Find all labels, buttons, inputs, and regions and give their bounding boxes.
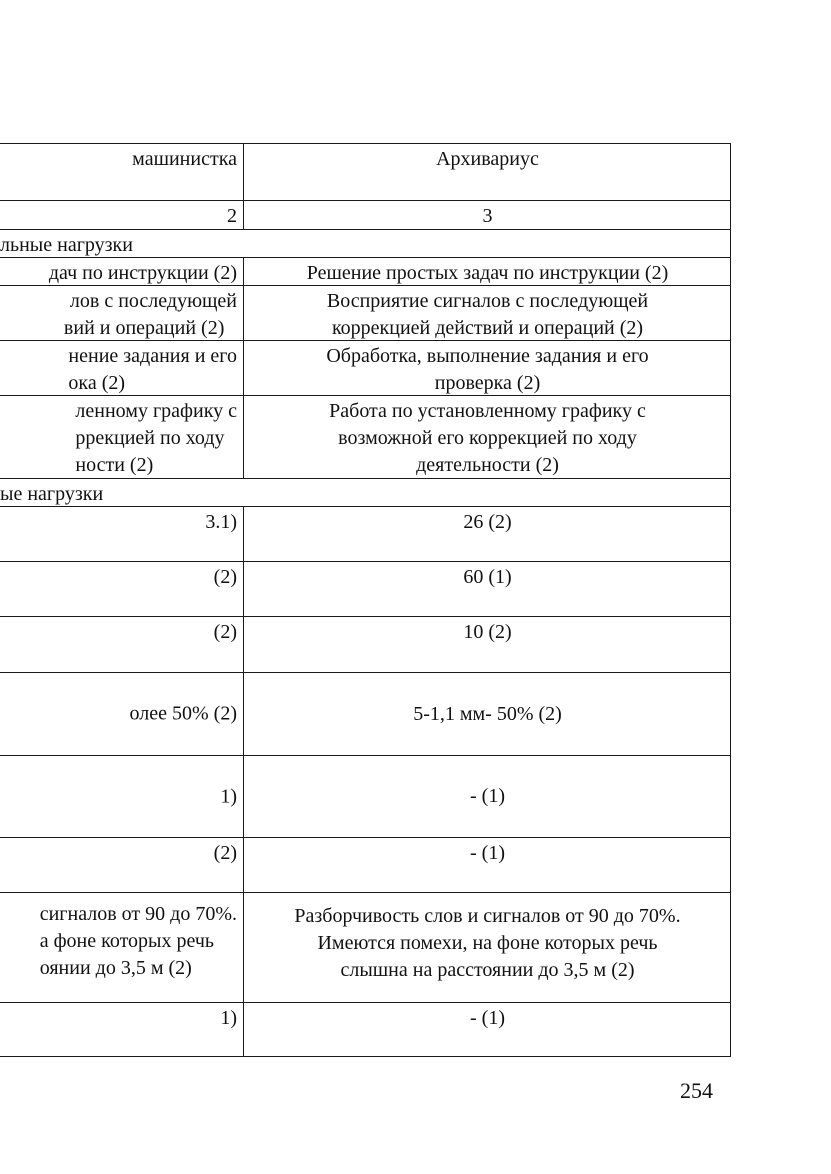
table-cell-right: Обработка, выполнение задания и его проверка (2): [326, 345, 649, 394]
table-cell-left: дач по инструкции (2): [0, 258, 244, 285]
table-cell-left: сигналов от 90 до 70%. а фоне которых речь оянии до 3,5 м (2): [0, 893, 244, 1002]
section-heading-2: ые нагрузки: [0, 483, 104, 505]
section-heading-1: льные нагрузки: [0, 234, 133, 256]
section-heading-row: [0, 229, 731, 257]
table-cell-left: нение задания и его ока (2): [0, 341, 244, 395]
table-row: [0, 285, 731, 340]
table-cell-right: - (1): [470, 1007, 505, 1029]
table-cell-left: (2): [0, 838, 244, 892]
table-cell-left: 3.1): [0, 507, 244, 561]
column-number-left: 2: [0, 201, 244, 229]
table-cell-left: лов с последующей вий и операций (2): [0, 286, 244, 340]
table-row: [0, 506, 731, 561]
table-cell-right: Разборчивость слов и сигналов от 90 до 70%. Имеются помехи, на фоне которых речь слышна на расстоянии до 3,5 м (2): [294, 905, 681, 981]
table-row: [0, 616, 731, 672]
table-row: [0, 755, 731, 837]
header-cell-left: машинистка: [0, 144, 244, 200]
table-row: [0, 837, 731, 892]
table-cell-right: 60 (1): [463, 566, 512, 588]
table-header-row: [0, 144, 731, 200]
table-cell-right: 10 (2): [463, 621, 512, 643]
table-row: [0, 1002, 731, 1057]
table-cell-right: Решение простых задач по инструкции (2): [306, 262, 669, 284]
table-cell-left: 1): [0, 1003, 244, 1057]
table-cell-left: (2): [0, 617, 244, 672]
table-cell-right: 26 (2): [463, 511, 512, 533]
table-cell-right: 5-1,1 мм- 50% (2): [413, 702, 562, 725]
table-row: [0, 257, 731, 285]
data-table: [0, 143, 731, 1057]
table-row: [0, 892, 731, 1002]
table-cell-right: Восприятие сигналов с последующей коррекцией действий и операций (2): [326, 290, 649, 339]
table-row: [0, 395, 731, 478]
column-number-row: [0, 200, 731, 229]
page-number: 254: [680, 1078, 713, 1103]
table-row: [0, 561, 731, 616]
section-heading-row: [0, 478, 731, 506]
table-row: [0, 672, 731, 755]
table-cell-left: 1): [0, 756, 244, 837]
table-cell-left: (2): [0, 562, 244, 616]
table-cell-right: - (1): [470, 842, 505, 864]
table-cell-left: ленному графику с ррекцией по ходу ности (2): [0, 396, 244, 478]
table-cell-right: Работа по установленному графику с возможной его коррекцией по ходу деятельности (2): [329, 400, 646, 476]
table-cell-left: олее 50% (2): [0, 673, 244, 755]
table-row: [0, 340, 731, 395]
header-cell-right: Архивариус: [436, 148, 539, 170]
column-number-right: 3: [482, 205, 493, 227]
table-cell-right: - (1): [470, 785, 505, 807]
